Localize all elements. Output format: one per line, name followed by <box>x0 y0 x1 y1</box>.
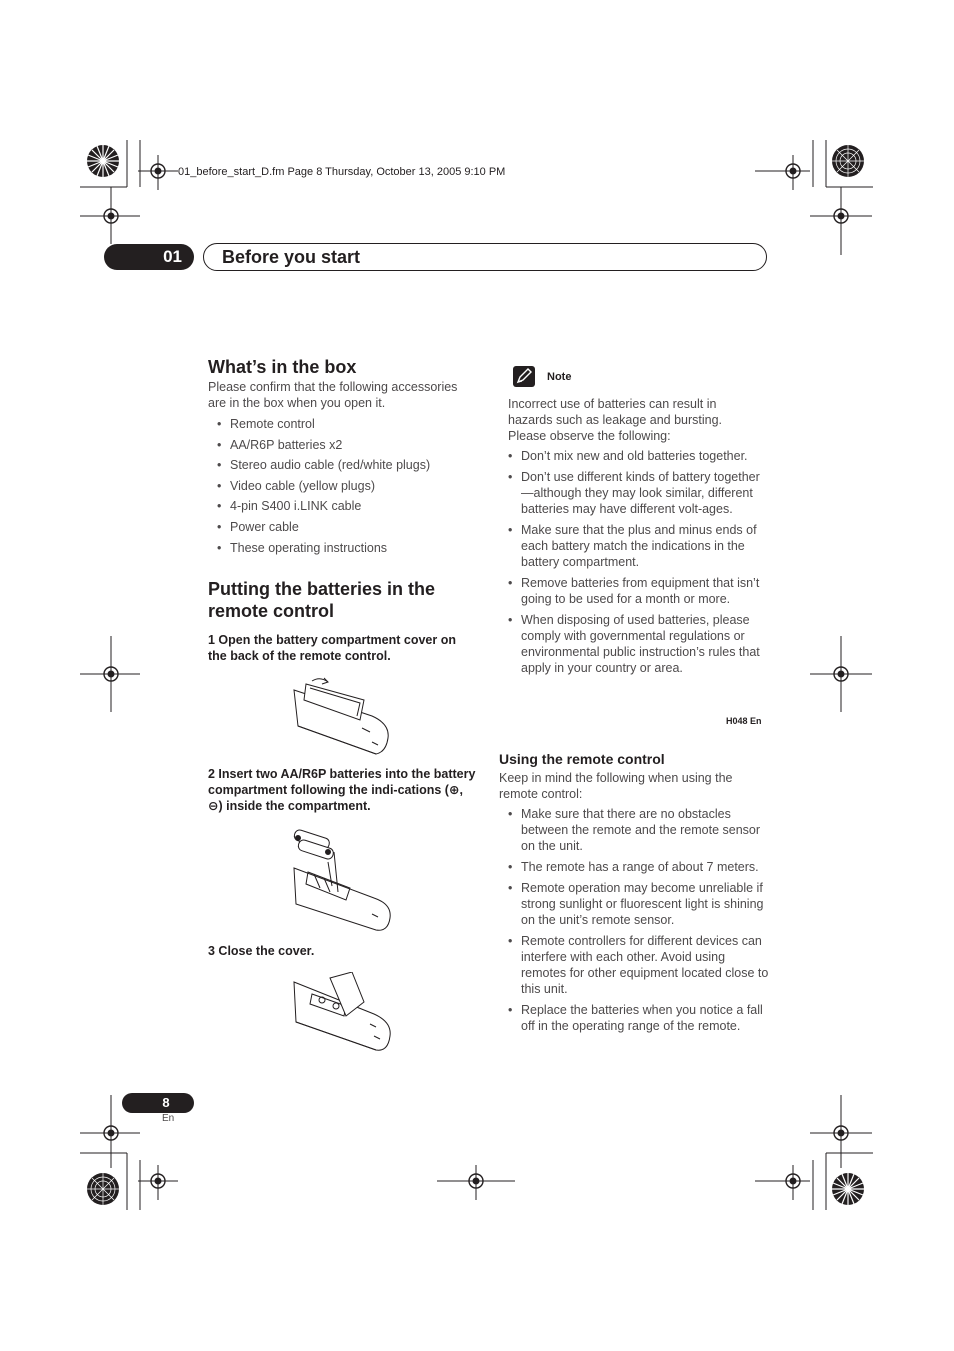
registration-mark-icon <box>143 156 173 186</box>
pencil-note-icon <box>513 366 535 387</box>
page-number: 8 <box>122 1093 194 1113</box>
list-item: • Don’t mix new and old batteries together. <box>508 449 748 463</box>
box-items-list <box>208 416 478 560</box>
file-info: 01_before_start_D.fm Page 8 Thursday, October 13, 2005 9:10 PM <box>178 166 506 178</box>
remote-intro: Keep in mind the following when using the remote control: <box>499 771 733 801</box>
registration-mark-icon <box>826 201 856 231</box>
star-target-icon <box>86 144 120 178</box>
section-title-batteries: Putting the batteries in the remote control <box>208 579 436 621</box>
chapter-number: 01 <box>104 244 194 270</box>
remote-list <box>499 806 771 1034</box>
star-target-icon <box>831 1172 865 1206</box>
list-item: • AA/R6P batteries x2 <box>217 437 343 452</box>
remote-cover-open-illustration <box>290 676 395 758</box>
box-intro: Please confirm that the following accessories are in the box when you open it. <box>208 380 458 410</box>
list-item: • When disposing of used batteries, please comply with governmental regulations or environmental public instruction’s rules that apply in your country or area. <box>508 613 760 675</box>
note-intro: Incorrect use of batteries can result in hazards such as leakage and bursting. Please observe the following: <box>508 397 723 443</box>
list-item: • Don’t use different kinds of battery together—although they may look similar, different batteries may have different volt-ages. <box>508 470 760 516</box>
registration-mark-icon <box>826 659 856 689</box>
remote-cover-close-illustration <box>290 972 396 1058</box>
note-label: Note <box>547 371 572 383</box>
battery-insert-illustration <box>288 826 396 936</box>
list-item: • Remote control <box>217 417 315 431</box>
list-item: • Make sure that the plus and minus ends of each battery match the indications in the battery compartment. <box>508 523 757 569</box>
registration-mark-icon <box>461 1166 491 1196</box>
step-2: 2 Insert two AA/R6P batteries into the battery compartment following the indi-cations (⊕, ⊖) inside the compartment. <box>208 767 476 813</box>
note-list <box>499 448 771 676</box>
star-target-icon <box>831 144 865 178</box>
list-item: • Remote operation may become unreliable if strong sunlight or fluorescent light is shining on the unit’s remote sensor. <box>508 881 764 927</box>
list-item: • Make sure that there are no obstacles between the remote and the remote sensor on the unit. <box>508 807 761 853</box>
registration-mark-icon <box>96 659 126 689</box>
language-code: En <box>162 1113 175 1124</box>
section-title-box: What’s in the box <box>208 357 357 377</box>
list-item: • Remove batteries from equipment that isn’t going to be used for a month or more. <box>508 576 760 606</box>
registration-mark-icon <box>96 1118 126 1148</box>
registration-mark-icon <box>778 1166 808 1196</box>
list-item: • Power cable <box>217 519 299 534</box>
list-item: • Remote controllers for different devices can interfere with each other. Avoid using remotes for other equipment located close to this unit. <box>508 934 769 996</box>
section-title-remote: Using the remote control <box>499 751 665 767</box>
star-target-icon <box>86 1172 120 1206</box>
note-code: H048 En <box>726 716 762 726</box>
list-item: • These operating instructions <box>217 540 388 555</box>
step-1: 1 Open the battery compartment cover on the back of the remote control. <box>208 633 456 663</box>
registration-mark-icon <box>778 156 808 186</box>
list-item: • Stereo audio cable (red/white plugs) <box>217 458 431 473</box>
registration-mark-icon <box>826 1118 856 1148</box>
list-item: • The remote has a range of about 7 meters. <box>508 860 759 874</box>
chapter-title: Before you start <box>222 247 361 267</box>
registration-mark-icon <box>143 1166 173 1196</box>
list-item: • Video cable (yellow plugs) <box>217 478 375 493</box>
step-3: 3 Close the cover. <box>208 944 315 958</box>
list-item: • Replace the batteries when you notice a fall off in the operating range of the remote. <box>508 1003 763 1033</box>
list-item: • 4-pin S400 i.LINK cable <box>217 499 362 514</box>
registration-mark-icon <box>96 201 126 231</box>
